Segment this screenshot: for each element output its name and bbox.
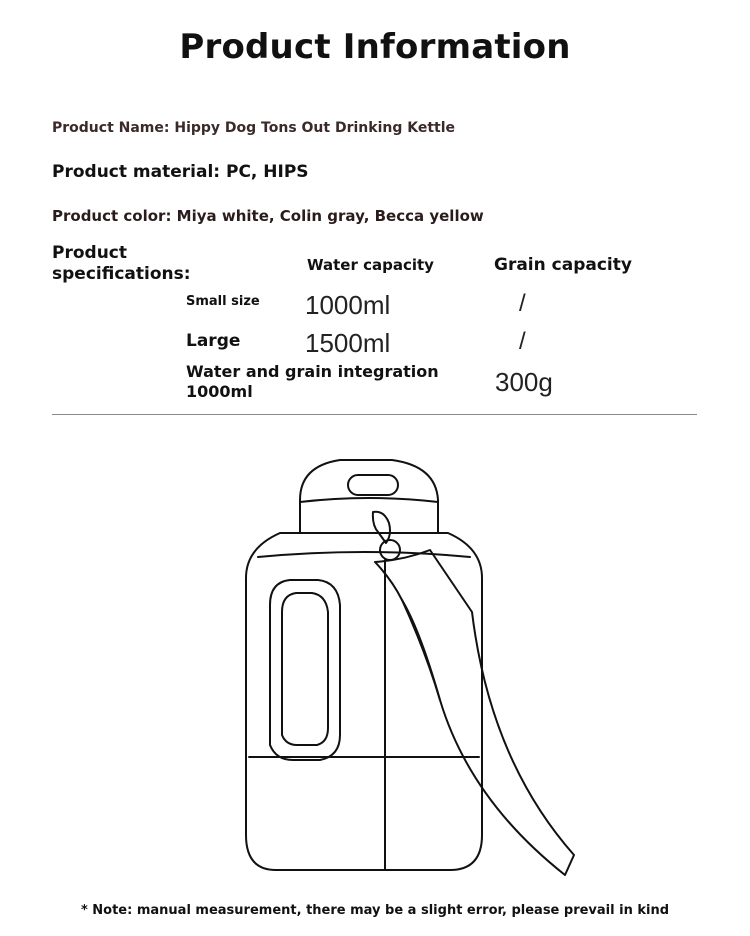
page-title: Product Information bbox=[179, 27, 571, 67]
product-color: Product color: Miya white, Colin gray, Becca yellow bbox=[52, 207, 484, 225]
specifications-label bbox=[52, 243, 191, 285]
specifications-label-line1: Product bbox=[52, 243, 127, 263]
specifications-label-line2: specifications: bbox=[52, 264, 191, 284]
integration-label-line1: Water and grain integration bbox=[186, 362, 439, 381]
measurement-note: * Note: manual measurement, there may be a slight error, please prevail in kind bbox=[80, 903, 670, 918]
integration-label-line2: 1000ml bbox=[186, 382, 253, 401]
large-size-label: Large bbox=[186, 331, 241, 351]
product-material: Product material: PC, HIPS bbox=[52, 162, 309, 182]
small-size-label: Small size bbox=[186, 294, 260, 309]
integration-label bbox=[186, 362, 446, 402]
integration-grain-value: 300g bbox=[495, 367, 553, 397]
grain-capacity-header: Grain capacity bbox=[494, 255, 632, 275]
large-size-grain-value: / bbox=[519, 328, 526, 355]
water-capacity-header: Water capacity bbox=[307, 256, 434, 274]
section-divider bbox=[52, 414, 697, 415]
small-size-grain-value: / bbox=[519, 290, 526, 317]
water-bottle-line-drawing-icon bbox=[0, 440, 750, 890]
small-size-water-value: 1000ml bbox=[305, 290, 391, 320]
large-size-water-value: 1500ml bbox=[305, 328, 391, 358]
product-name: Product Name: Hippy Dog Tons Out Drinking Kettle bbox=[52, 120, 456, 136]
